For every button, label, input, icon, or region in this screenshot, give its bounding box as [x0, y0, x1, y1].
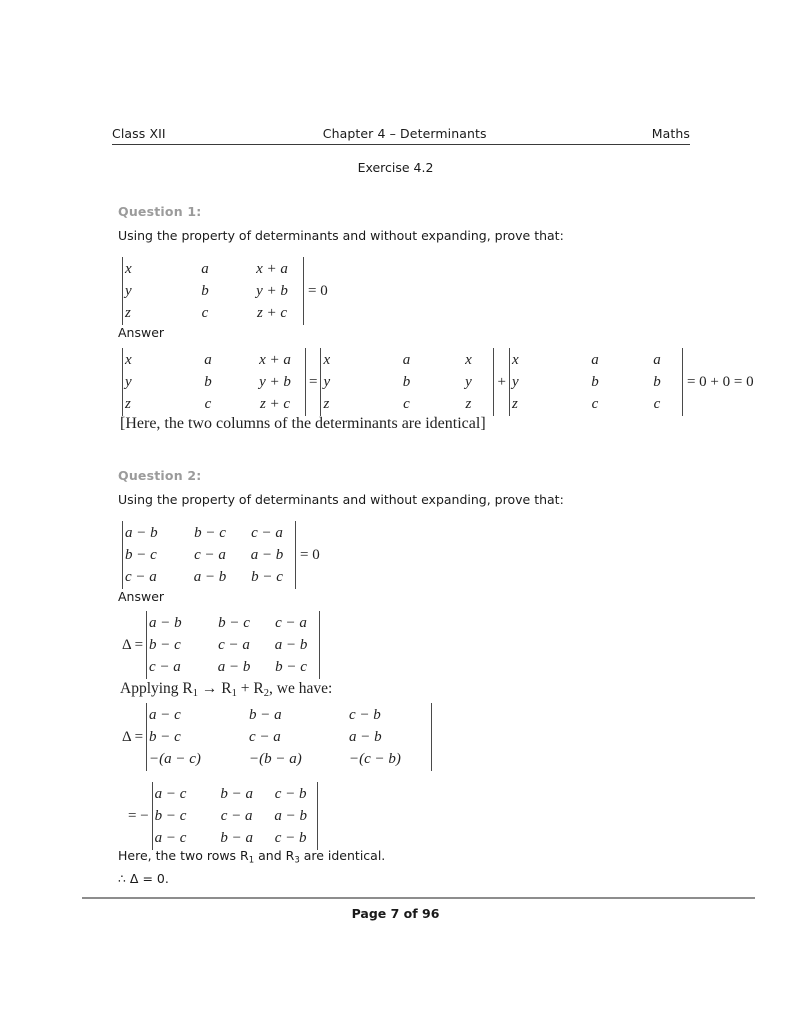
operator-equals: = [309, 373, 318, 390]
question-2-statement-math [122, 521, 320, 589]
equation-tail: = 0 + 0 = 0 [686, 373, 754, 390]
matrix-cell: a − c [154, 786, 187, 802]
conclusion-text-a: Here, the two rows R [118, 848, 249, 863]
matrix-cell: c − a [149, 659, 181, 675]
matrix-cell: x + a [259, 352, 291, 368]
row-operation-text-c: + R [236, 680, 264, 697]
row-operation-sub-2: 1 [231, 687, 237, 699]
row-operation-text-b: → R [198, 680, 232, 697]
matrix-cell: −(a − c) [149, 751, 201, 767]
conclusion-sub-1: 1 [248, 855, 255, 866]
operator-plus: + [497, 373, 506, 390]
question-1-heading: Question 1: [118, 204, 202, 219]
matrix-cell: z [125, 396, 131, 412]
equals-minus-label: = − [128, 807, 149, 824]
matrix-cell: c − a [194, 547, 226, 563]
row-operation-line [120, 680, 332, 699]
matrix-cell: z + c [259, 396, 291, 412]
page-header [112, 126, 690, 145]
matrix-cell: a − c [149, 707, 181, 723]
header-row [112, 126, 690, 141]
determinant-q1-answer-1 [122, 348, 306, 416]
matrix-cell: b − c [149, 729, 181, 745]
matrix-cell: a − b [349, 729, 382, 745]
matrix-cell: b − c [218, 615, 250, 631]
matrix-cell: x [125, 352, 132, 368]
matrix-cell: c − a [218, 637, 250, 653]
question-2-conclusion-line [118, 848, 385, 865]
matrix-cell: a [201, 261, 209, 277]
conclusion-text-b: and R [254, 848, 295, 863]
matrix-cell: c − a [125, 569, 157, 585]
question-1-prompt: Using the property of determinants and without expanding, prove that: [118, 228, 564, 243]
determinant-grid [147, 612, 319, 678]
determinant-grid [123, 258, 303, 324]
matrix-cell: −(c − b) [349, 751, 401, 767]
delta-equals-label: Δ = [122, 636, 144, 653]
matrix-cell: x [511, 352, 519, 368]
matrix-cell: b [201, 283, 209, 299]
determinant-q2-answer-1 [146, 611, 320, 679]
matrix-cell: a − b [125, 525, 158, 541]
header-class-label: Class XII [112, 126, 166, 141]
matrix-cell: b − c [251, 569, 283, 585]
matrix-cell: b [402, 374, 411, 390]
matrix-cell: a − b [274, 808, 307, 824]
matrix-cell: y [323, 374, 331, 390]
matrix-cell: b − c [149, 637, 181, 653]
answer-label-q2: Answer [118, 589, 165, 604]
matrix-cell: y + b [259, 374, 291, 390]
matrix-cell: a − c [154, 830, 187, 846]
determinant-grid [153, 783, 317, 849]
matrix-cell: a − b [149, 615, 182, 631]
matrix-cell: z [465, 396, 472, 412]
header-subject-label: Maths [651, 126, 690, 141]
question-2-heading: Question 2: [118, 468, 202, 483]
conclusion-text-c: are identical. [299, 848, 386, 863]
matrix-cell: b − c [125, 547, 157, 563]
matrix-cell: b [204, 374, 212, 390]
matrix-cell: x [465, 352, 472, 368]
question-1-answer-math [122, 348, 754, 416]
matrix-cell: c [653, 396, 661, 412]
matrix-cell: a [591, 352, 599, 368]
matrix-cell: a − b [250, 547, 284, 563]
determinant-q1-answer-2 [320, 348, 494, 416]
equation-tail: = 0 [300, 546, 320, 563]
question-1-statement-math [122, 257, 328, 325]
footer-divider [82, 897, 755, 899]
matrix-cell: b − a [249, 707, 282, 723]
matrix-cell: c [403, 396, 410, 412]
question-2-final-result: ∴ Δ = 0. [118, 871, 169, 886]
row-operation-sub-3: 2 [263, 687, 270, 699]
matrix-cell: y [125, 283, 132, 299]
matrix-cell: y [465, 374, 472, 390]
matrix-cell: x + a [256, 261, 288, 277]
row-operation-text-a: Applying R [120, 680, 193, 697]
header-chapter-title: Chapter 4 – Determinants [322, 126, 487, 141]
determinant-q2-statement [122, 521, 296, 589]
matrix-cell: a − b [193, 569, 227, 585]
row-operation-text-d: , we have: [269, 680, 333, 697]
matrix-cell: z [323, 396, 330, 412]
matrix-cell: y [125, 374, 132, 390]
determinant-q1-answer-3 [509, 348, 683, 416]
question-2-answer-delta2-math [122, 703, 432, 771]
determinant-q1-statement [122, 257, 304, 325]
matrix-cell: z + c [256, 305, 288, 321]
matrix-cell: b − a [220, 786, 253, 802]
matrix-cell: b − c [154, 808, 187, 824]
matrix-cell: c − a [275, 615, 307, 631]
matrix-cell: a − b [217, 659, 251, 675]
matrix-cell: y [511, 374, 519, 390]
matrix-cell: −(b − a) [249, 751, 302, 767]
matrix-cell: c − b [274, 786, 307, 802]
matrix-cell: a [653, 352, 661, 368]
header-divider [112, 144, 690, 145]
matrix-cell: a − b [274, 637, 308, 653]
matrix-cell: z [511, 396, 518, 412]
matrix-cell: b − a [220, 830, 253, 846]
matrix-cell: c [201, 305, 209, 321]
matrix-cell: y + b [256, 283, 288, 299]
matrix-cell: c − b [274, 830, 307, 846]
determinant-grid [321, 349, 493, 415]
matrix-cell: a [204, 352, 212, 368]
matrix-cell: b − c [275, 659, 307, 675]
matrix-cell: c [591, 396, 599, 412]
equation-tail: = 0 [308, 282, 328, 299]
conclusion-sub-2: 3 [294, 855, 300, 866]
delta-equals-label-2: Δ = [122, 728, 144, 745]
determinant-q2-answer-3 [152, 782, 318, 850]
matrix-cell: c − a [220, 808, 253, 824]
exercise-title: Exercise 4.2 [357, 160, 434, 175]
matrix-cell: b [591, 374, 599, 390]
question-2-answer-negated-math [128, 782, 318, 850]
matrix-cell: z [125, 305, 131, 321]
matrix-cell: b [653, 374, 661, 390]
determinant-grid [510, 349, 682, 415]
page-number-label: Page 7 of 96 [351, 906, 440, 921]
determinant-grid [123, 349, 305, 415]
determinant-grid [123, 522, 295, 588]
matrix-cell: c − b [349, 707, 381, 723]
matrix-cell: x [323, 352, 331, 368]
matrix-cell: a [402, 352, 411, 368]
question-2-answer-delta-math [122, 611, 320, 679]
question-1-answer-note: [Here, the two columns of the determinants are identical] [120, 415, 486, 432]
answer-label-q1: Answer [118, 325, 165, 340]
matrix-cell: c [204, 396, 212, 412]
matrix-cell: c − a [249, 729, 281, 745]
determinant-grid [147, 704, 431, 770]
row-operation-sub-1: 1 [192, 687, 199, 699]
matrix-cell: b − c [194, 525, 226, 541]
matrix-cell: x [125, 261, 132, 277]
question-2-prompt: Using the property of determinants and without expanding, prove that: [118, 492, 564, 507]
matrix-cell: c − a [251, 525, 283, 541]
determinant-q2-answer-2 [146, 703, 432, 771]
